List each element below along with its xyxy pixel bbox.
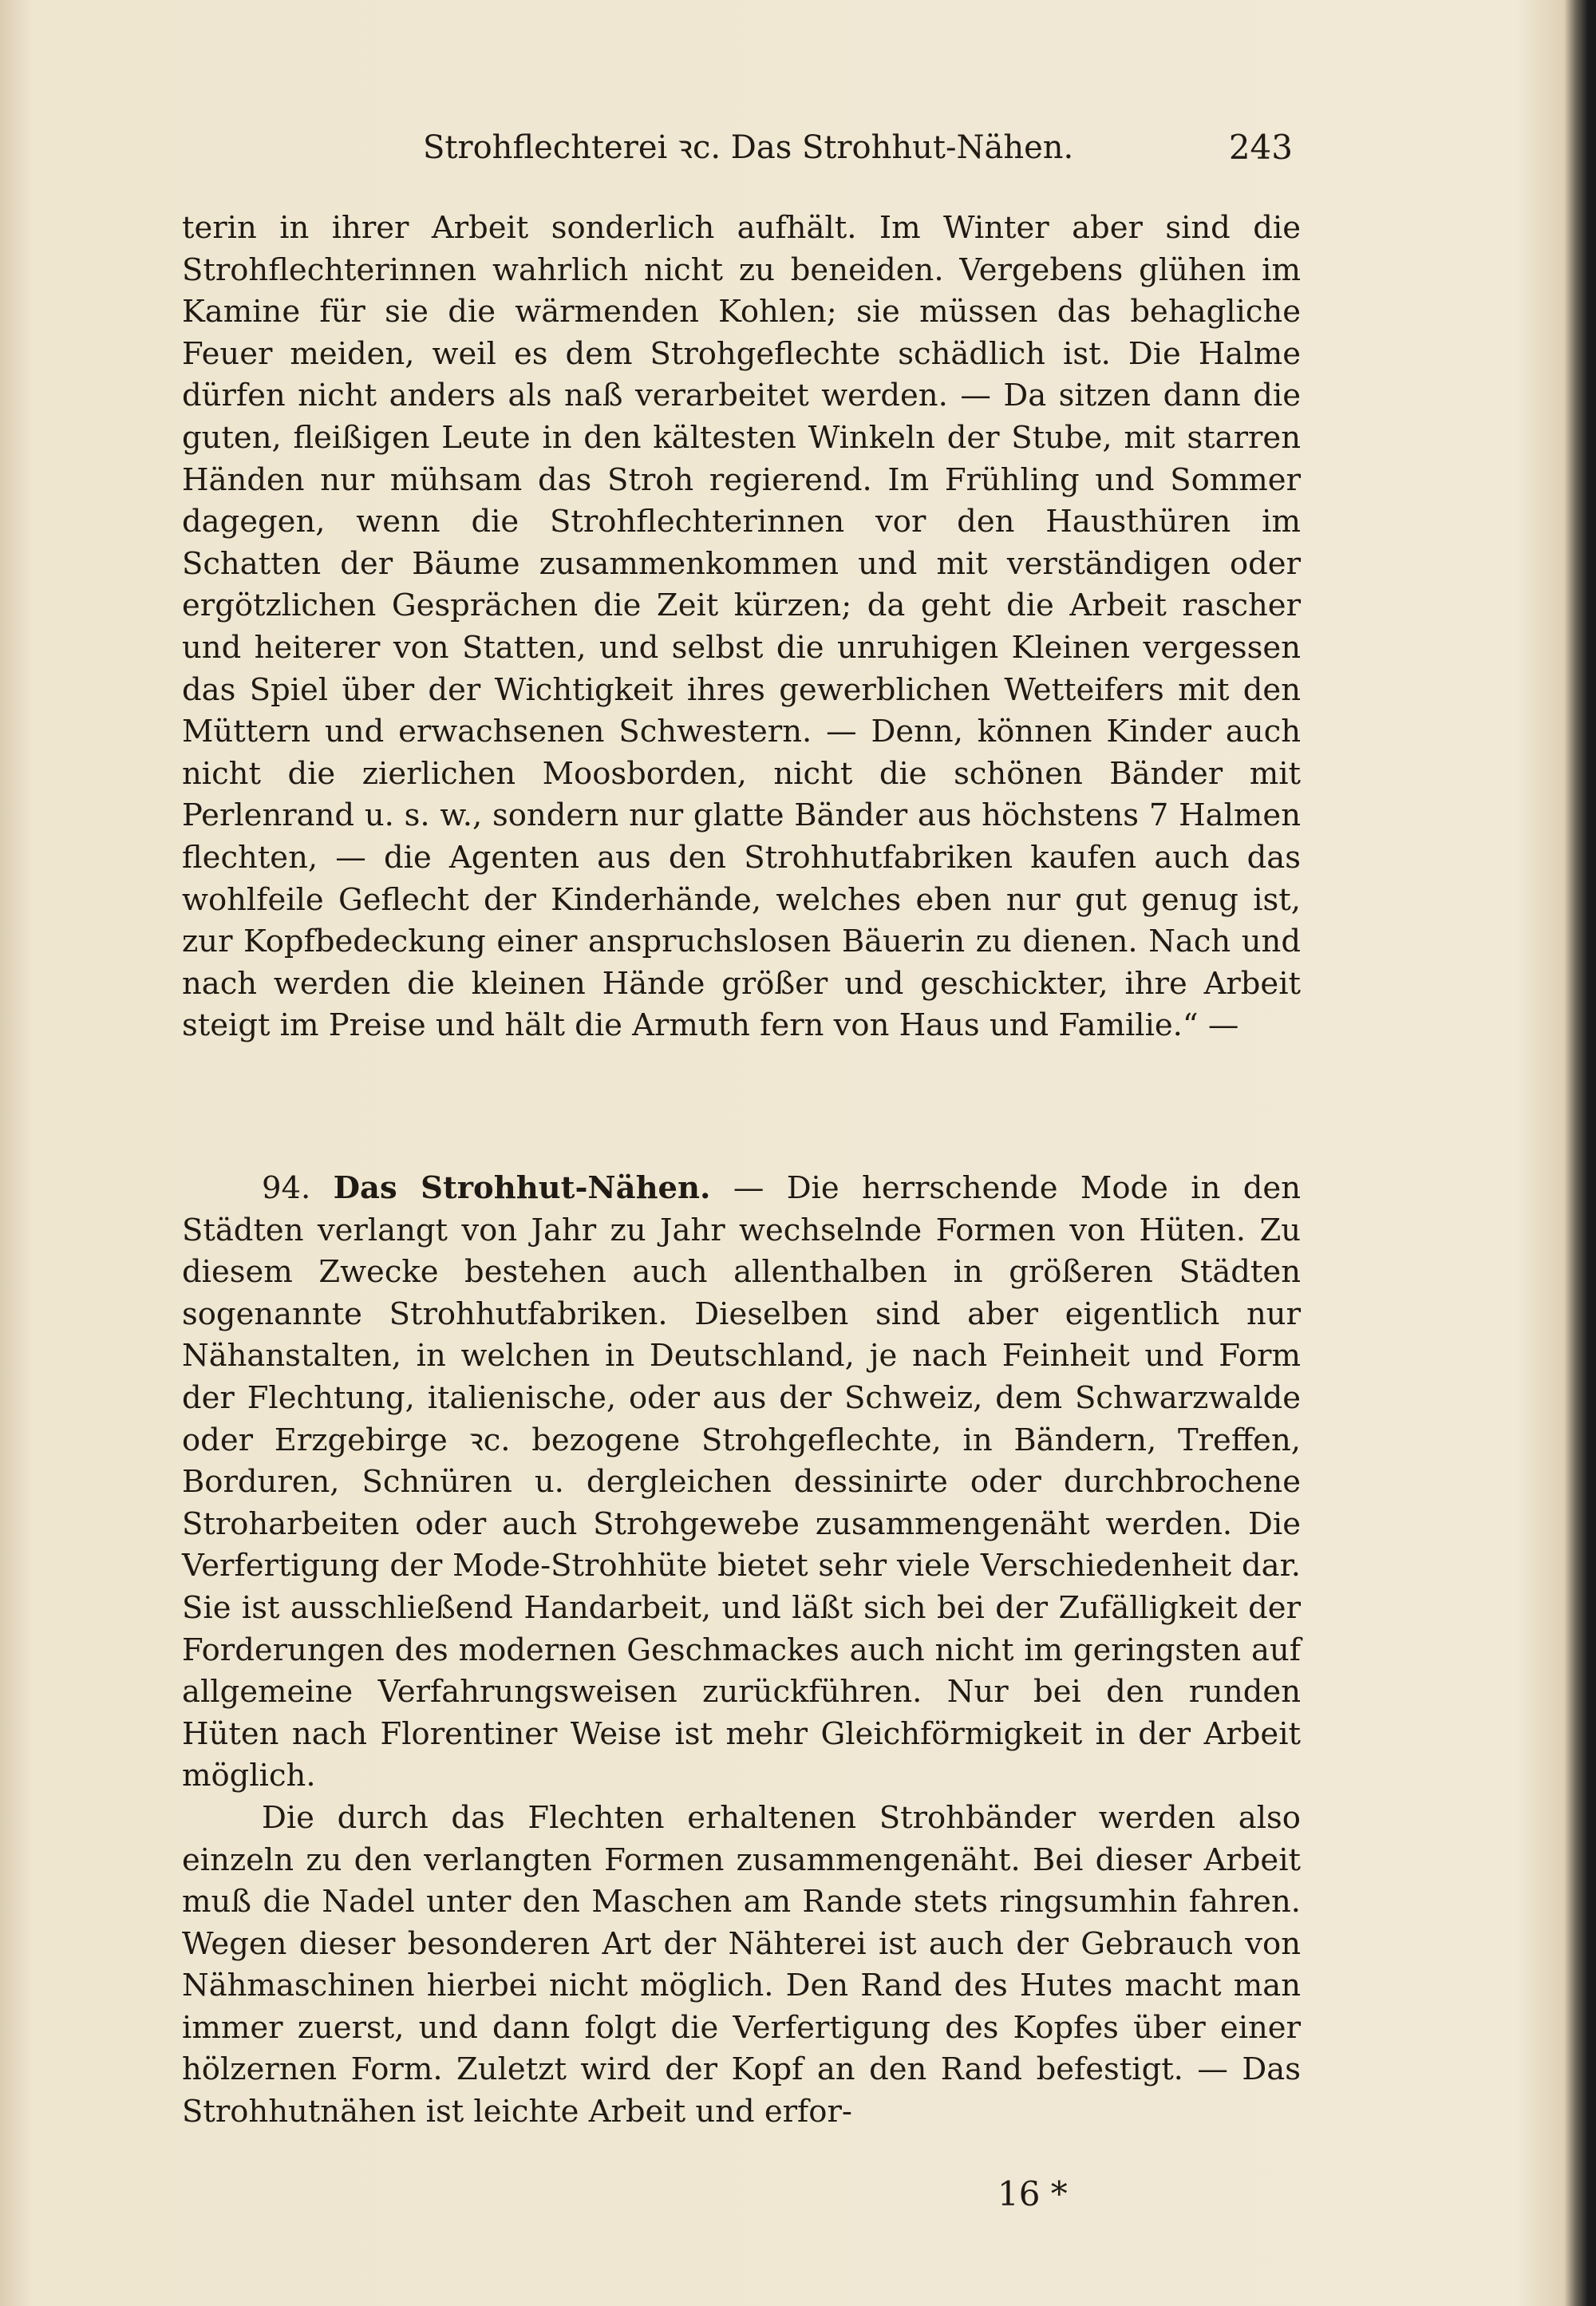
paragraph-continuation: terin in ihrer Arbeit sonderlich aufhält. Im Winter aber sind die Strohflechterinnen wahrlich nicht zu beneiden. Vergebens glühen im Kamine für sie die wärmenden Kohlen; sie müssen das behagliche Feuer meiden, weil es dem Strohgeflechte schädlich ist. Die Halme dürfen nicht anders als naß verarbeitet werden. — Da sitzen dann die guten, fleißigen Leute in den kältesten Winkeln der Stube, mit starren Händen nur mühsam das Stroh regierend. Im Frühling und Sommer dagegen, wenn die Strohflechterinnen vor den Hausthüren im Schatten der Bäume zusammenkommen und mit verständigen oder ergötzlichen Gesprächen die Zeit kürzen; da geht die Arbeit rascher und heiterer von Statten, und selbst die unruhigen Kleinen vergessen das Spiel über der Wichtigkeit ihres gewerblichen Wetteifers mit den Müttern und erwachsenen Schwestern. — Denn, können Kinder auch nicht die zierlichen Moosborden, nicht die schönen Bänder mit Perlenrand u. s. w., sondern nur glatte Bänder aus höchstens 7 Halmen flechten, — die Agenten aus den Strohhutfabriken kaufen auch das wohlfeile Geflecht der Kinderhände, welches eben nur gut genug ist, zur Kopfbedeckung einer anspruchslosen Bäuerin zu dienen. Nach und nach werden die kleinen Hände größer und geschickter, ihre Arbeit steigt im Preise und hält die Armuth fern von Haus und Familie.“ — xyxy=(182,210,1301,1044)
paragraph-sewing: Die durch das Flechten erhaltenen Strohbänder werden also einzeln zu den verlangten Formen zusammengenäht. Bei dieser Arbeit muß die Nadel unter den Maschen am Rande stets ringsumhin fahren. Wegen dieser besonderen Art der Nähterei ist auch der Gebrauch von Nähmaschinen hierbei nicht möglich. Den Rand des Hutes macht man immer zuerst, und dann folgt die Verfertigung des Kopfes über einer hölzernen Form. Zuletzt wird der Kopf an den Rand befestigt. — Das Strohhutnähen ist leichte Arbeit und erfor- xyxy=(182,1799,1301,2130)
section-number: 94. xyxy=(262,1170,311,1206)
section-body: — Die herrschende Mode in den Städten verlangt von Jahr zu Jahr wechselnde Formen von Hüten. Zu diesem Zwecke bestehen auch allenthalben in größeren Städten sogenannte Strohhutfabriken. Dieselben sind aber eigentlich nur Nähanstalten, in welchen in Deutschland, je nach Feinheit und Form der Flechtung, italienische, oder aus der Schweiz, dem Schwarzwalde oder Erzgebirge ꝛc. bezogene Strohgeflechte, in Bändern, Treffen, Borduren, Schnüren u. dergleichen dessinirte oder durchbrochene Stroharbeiten oder auch Strohgewebe zusammengenäht werden. Die Verfertigung der Mode-Strohhüte bietet sehr viele Verschiedenheit dar. Sie ist ausschließend Handarbeit, und läßt sich bei der Zufälligkeit der Forderungen des modernen Geschmackes auch nicht im geringsten auf allgemeine Verfahrungsweisen zurückführen. Nur bei den runden Hüten nach Florentiner Weise ist mehr Gleichförmigkeit in der Arbeit möglich. xyxy=(182,1170,1301,1794)
running-head xyxy=(184,128,1293,168)
page-number: 243 xyxy=(1228,128,1293,167)
section-paragraph xyxy=(182,1168,1301,1798)
section-title: Das Strohhut-Nähen. xyxy=(333,1170,711,1206)
text-block-section xyxy=(182,1168,1301,2134)
text-block-top xyxy=(182,208,1301,1047)
signature-mark: 16 * xyxy=(998,2174,1068,2213)
running-title: Strohflechterei ꝛc. Das Strohhut-Nähen. xyxy=(423,129,1074,166)
